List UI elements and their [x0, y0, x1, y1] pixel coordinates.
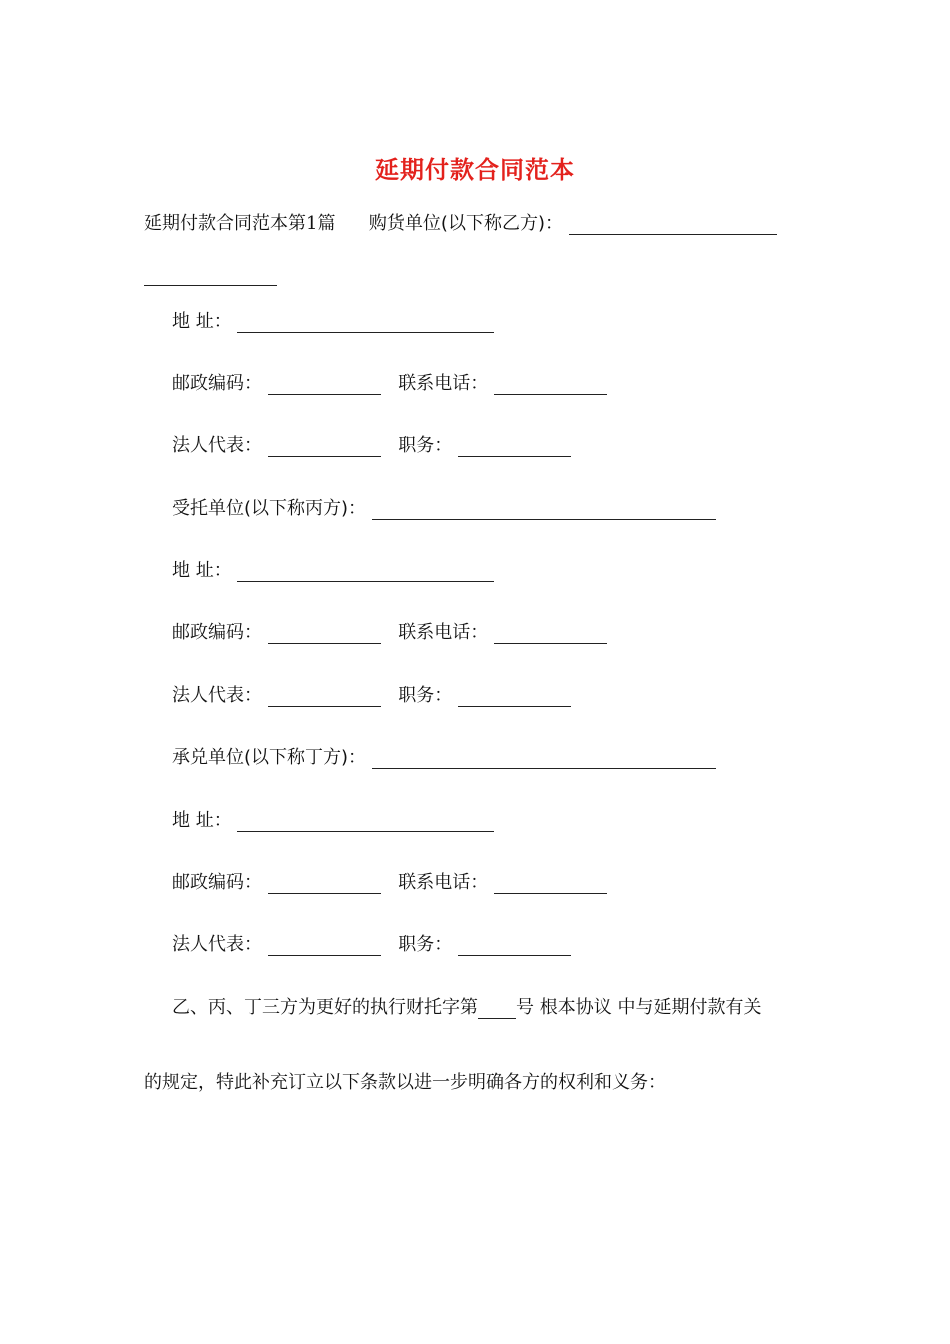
trustee-legal-line	[172, 683, 571, 709]
trustee-legal-rep-label: 法人代表：	[172, 685, 262, 706]
buyer-phone-blank[interactable]	[494, 376, 607, 395]
buyer-position-blank[interactable]	[458, 438, 571, 457]
intro-suffix: 篇	[317, 213, 336, 234]
acceptor-phone-label: 联系电话：	[398, 872, 489, 893]
trustee-address-label: 地 址：	[172, 560, 232, 581]
buyer-contact-line	[172, 371, 607, 397]
buyer-unit-label: 购货单位(以下称乙方)：	[368, 213, 563, 234]
trustee-contact-line	[172, 620, 607, 646]
document-title: 延期付款合同范本	[375, 155, 575, 184]
acceptor-legal-rep-label: 法人代表：	[172, 934, 262, 955]
acceptor-unit-label: 承兑单位(以下称丁方)：	[172, 747, 367, 768]
acceptor-legal-rep-blank[interactable]	[268, 937, 381, 956]
acceptor-legal-line	[172, 932, 571, 958]
acceptor-contact-line	[172, 870, 607, 896]
buyer-position-label: 职务：	[398, 435, 453, 456]
paragraph-line-1	[172, 995, 761, 1021]
trustee-phone-label: 联系电话：	[398, 622, 489, 643]
buyer-phone-label: 联系电话：	[398, 373, 489, 394]
acceptor-unit-line	[172, 745, 716, 771]
acceptor-address-line	[172, 808, 494, 834]
trustee-position-label: 职务：	[398, 685, 453, 706]
trustee-address-line	[172, 558, 494, 584]
paragraph-line-2	[144, 1070, 666, 1096]
acceptor-unit-blank[interactable]	[372, 750, 716, 769]
acceptor-position-blank[interactable]	[458, 937, 571, 956]
buyer-address-blank[interactable]	[237, 314, 494, 333]
trustee-address-blank[interactable]	[237, 563, 494, 582]
trustee-legal-rep-blank[interactable]	[268, 688, 381, 707]
contract-number-blank[interactable]	[478, 1000, 516, 1019]
buyer-legal-rep-blank[interactable]	[268, 438, 381, 457]
buyer-postcode-blank[interactable]	[268, 376, 381, 395]
intro-number: 1	[306, 213, 318, 234]
intro-line	[144, 211, 777, 237]
trustee-unit-label: 受托单位(以下称丙方)：	[172, 498, 367, 519]
buyer-legal-line	[172, 433, 571, 459]
trustee-unit-line	[172, 496, 716, 522]
buyer-legal-rep-label: 法人代表：	[172, 435, 262, 456]
buyer-unit-blank-continued-line	[144, 262, 277, 288]
trustee-position-blank[interactable]	[458, 688, 571, 707]
trustee-phone-blank[interactable]	[494, 625, 607, 644]
acceptor-phone-blank[interactable]	[494, 875, 607, 894]
trustee-postcode-blank[interactable]	[268, 625, 381, 644]
paragraph-part1: 乙、丙、丁三方为更好的执行财托字第	[172, 997, 478, 1018]
buyer-unit-blank[interactable]	[569, 216, 777, 235]
acceptor-address-label: 地 址：	[172, 810, 232, 831]
paragraph-part2: 号 根本协议 中与延期付款有关	[516, 997, 762, 1018]
trustee-postcode-label: 邮政编码：	[172, 622, 262, 643]
trustee-unit-blank[interactable]	[372, 501, 716, 520]
buyer-address-label: 地 址：	[172, 311, 232, 332]
buyer-address-line	[172, 309, 494, 335]
buyer-postcode-label: 邮政编码：	[172, 373, 262, 394]
paragraph-part3: 的规定，特此补充订立以下条款以进一步明确各方的权利和义务：	[144, 1072, 666, 1093]
buyer-unit-blank-continued[interactable]	[144, 267, 277, 286]
acceptor-address-blank[interactable]	[237, 813, 494, 832]
intro-prefix: 延期付款合同范本第	[144, 213, 306, 234]
acceptor-postcode-blank[interactable]	[268, 875, 381, 894]
acceptor-postcode-label: 邮政编码：	[172, 872, 262, 893]
acceptor-position-label: 职务：	[398, 934, 453, 955]
